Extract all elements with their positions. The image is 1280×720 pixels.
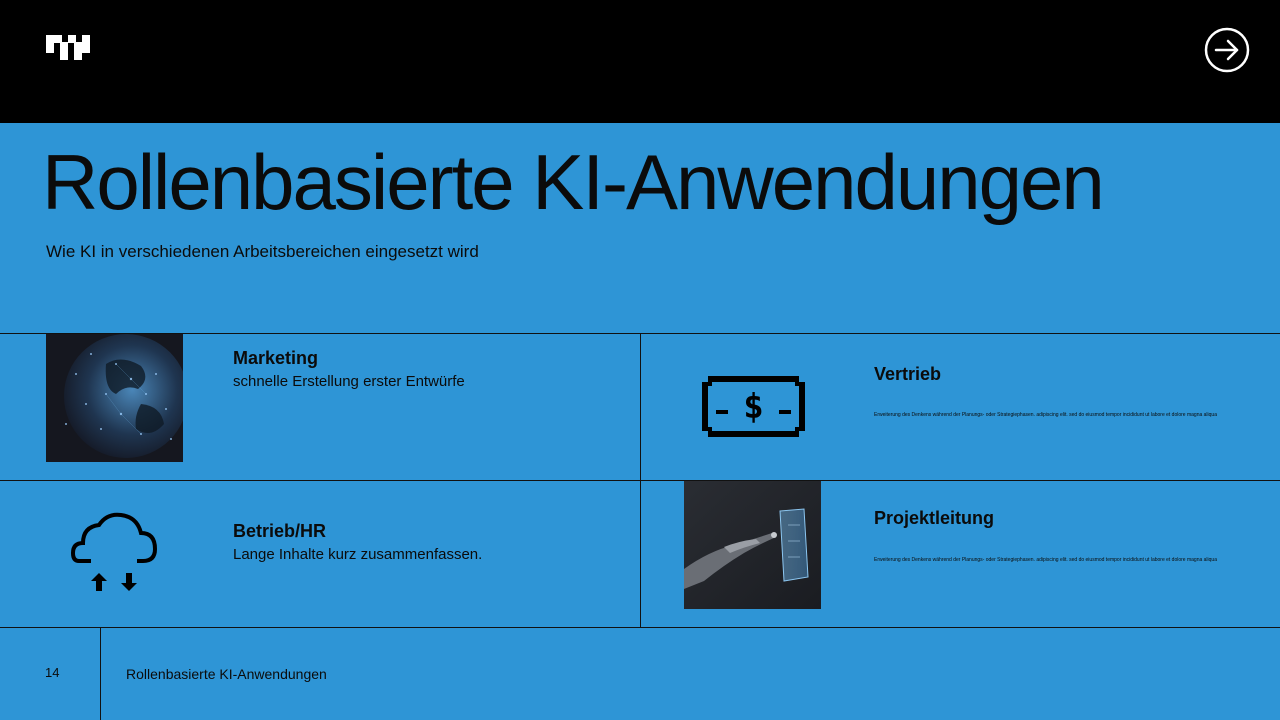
card-description: Erweiterung des Denkens während der Planungs- oder Strategiephasen. adipiscing elit. sed do eiusmod tempor incididunt ut labore et dolore magna aliqua [874, 412, 1217, 418]
page-number: 14 [45, 665, 60, 680]
brand-logo-icon [46, 33, 90, 60]
card-title: Projektleitung [874, 508, 995, 528]
card-title: Vertrieb [874, 364, 942, 384]
card-description: Erweiterung des Denkens während der Planungs- oder Strategiephasen. adipiscing elit. sed do eiusmod tempor incididunt ut labore et dolore magna aliqua [874, 557, 1217, 563]
arrow-right-circle-icon[interactable] [1204, 27, 1250, 73]
dollar-bill-icon [702, 376, 805, 437]
footer-divider [100, 627, 101, 720]
header-bar [0, 0, 1280, 123]
footer-title: Rollenbasierte KI-Anwendungen [126, 666, 327, 682]
svg-text:$: $ [743, 387, 764, 427]
page-title: Rollenbasierte KI-Anwendungen [42, 138, 1103, 226]
grid-divider-bottom [0, 627, 1280, 628]
card-title: Marketing [233, 348, 319, 368]
grid-divider-center [640, 333, 641, 627]
cloud-sync-icon [71, 511, 157, 593]
card-title: Betrieb/HR [233, 521, 327, 541]
globe-network-image [46, 334, 183, 462]
card-description: Lange Inhalte kurz zusammenfassen. [233, 546, 483, 563]
robot-hand-image [684, 481, 821, 609]
page-subtitle: Wie KI in verschiedenen Arbeitsbereichen eingesetzt wird [46, 242, 479, 261]
card-description: schnelle Erstellung erster Entwürfe [233, 373, 465, 390]
